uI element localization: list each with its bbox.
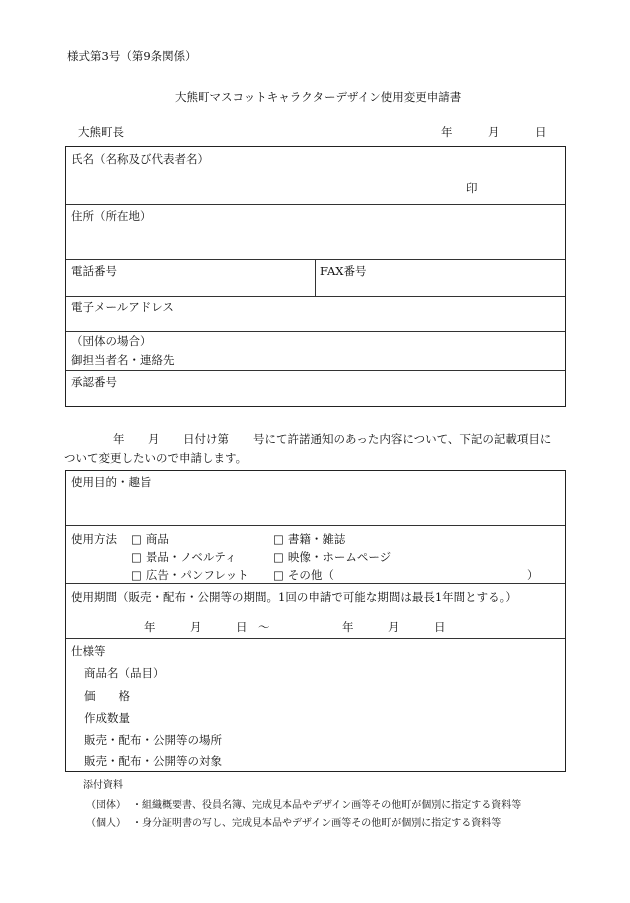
method-label: 使用方法 [71, 532, 117, 546]
intro-dated-no: 日付け第 [183, 432, 229, 446]
method-checkbox-novelty[interactable]: □ 景品・ノベルティ [131, 549, 237, 565]
divider [66, 296, 565, 297]
method-checkbox-advert[interactable]: □ 広告・パンフレット [131, 567, 249, 583]
method-checkbox-books[interactable]: □ 書籍・雑誌 [273, 531, 345, 547]
spec-item-location: 販売・配布・公開等の場所 [84, 733, 222, 747]
method-checkbox-video-web[interactable]: □ 映像・ホームページ [273, 549, 391, 565]
period-tilde: 〜 [258, 620, 270, 634]
attachments-group-label: （団体） [86, 800, 126, 811]
addressee: 大熊町長 [78, 125, 124, 139]
period-label: 使用期間（販売・配布・公開等の期間。1回の申請で可能な期間は最長1年間とする。） [71, 590, 517, 604]
intro-month: 月 [148, 432, 160, 446]
divider [66, 583, 565, 584]
approval-label: 承認番号 [71, 375, 117, 389]
attachments-group-text: ・組織概要書、役員名簿、完成見本品やデザイン画等その他町が個別に指定する資料等 [132, 800, 522, 811]
usage-box [65, 470, 566, 772]
date-day: 日 [535, 125, 547, 139]
purpose-label: 使用目的・趣旨 [71, 475, 152, 489]
phone-label: 電話番号 [71, 264, 117, 278]
spec-item-product-name: 商品名（品目） [84, 666, 165, 680]
spec-item-quantity: 作成数量 [84, 711, 130, 725]
divider [66, 204, 565, 205]
attachments-title: 添付資料 [83, 780, 123, 791]
method-checkbox-other[interactable]: □ その他（ [273, 567, 334, 583]
fax-label: FAX番号 [320, 264, 367, 278]
spec-label: 仕様等 [71, 644, 106, 658]
period-end-year: 年 [342, 620, 354, 634]
attachments-individual-label: （個人） [86, 818, 126, 829]
intro-year: 年 [113, 432, 125, 446]
page-title: 大熊町マスコットキャラクターデザイン使用変更申請書 [175, 90, 462, 104]
seal-mark: 印 [466, 181, 478, 195]
period-start-year: 年 [144, 620, 156, 634]
divider [66, 525, 565, 526]
intro-line2: ついて変更したいので申請します。 [64, 451, 248, 465]
email-label: 電子メールアドレス [71, 300, 174, 314]
divider [66, 370, 565, 371]
method-checkbox-goods[interactable]: □ 商品 [131, 531, 169, 547]
period-start-day: 日 [236, 620, 248, 634]
other-close-paren: ） [527, 568, 539, 582]
attachments-individual-text: ・身分証明書の写し、完成見本品やデザイン画等その他町が個別に指定する資料等 [132, 818, 502, 829]
contact-label: 御担当者名・連絡先 [71, 353, 175, 367]
address-label: 住所（所在地） [71, 209, 152, 223]
name-label: 氏名（名称及び代表者名） [71, 152, 209, 166]
date-month: 月 [488, 125, 500, 139]
period-start-month: 月 [190, 620, 202, 634]
divider [66, 638, 565, 639]
spec-item-target: 販売・配布・公開等の対象 [84, 754, 222, 768]
spec-item-price: 価 格 [84, 689, 130, 703]
phone-fax-divider [315, 259, 316, 296]
group-note: （団体の場合） [71, 334, 152, 348]
period-end-day: 日 [434, 620, 446, 634]
intro-text: 号にて許諾通知のあった内容について、下記の記載項目に [253, 432, 552, 446]
date-year: 年 [441, 125, 453, 139]
period-end-month: 月 [388, 620, 400, 634]
divider [66, 331, 565, 332]
form-number: 様式第3号（第9条関係） [67, 49, 197, 63]
